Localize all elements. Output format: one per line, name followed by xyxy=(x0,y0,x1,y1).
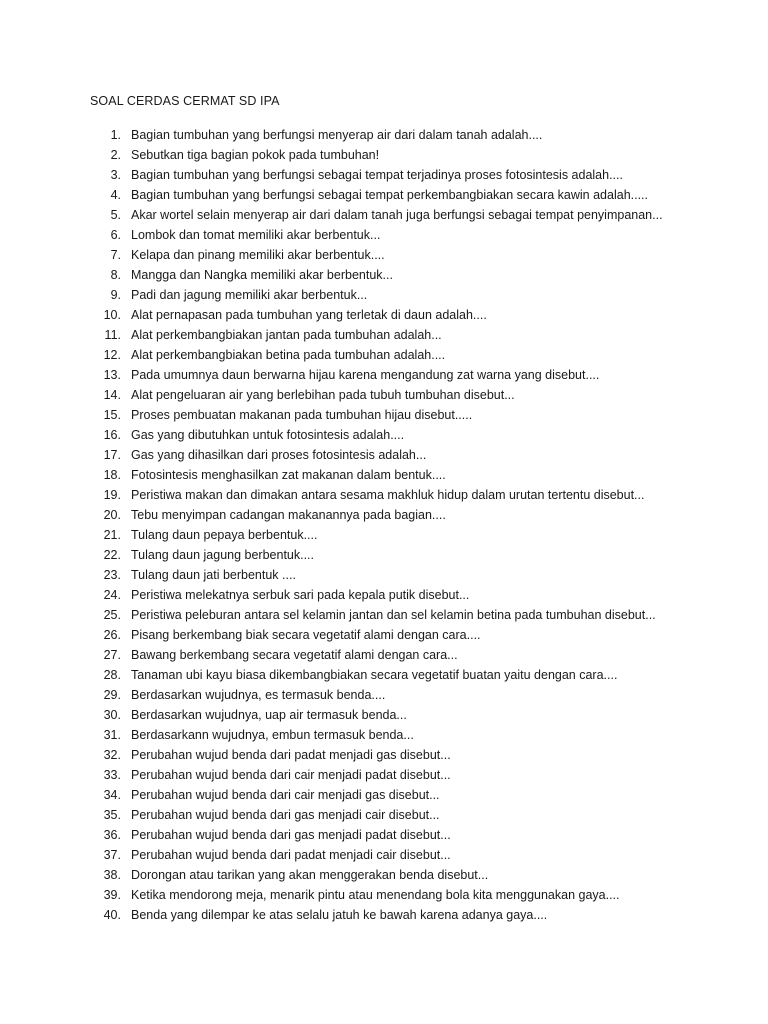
list-item xyxy=(0,865,768,885)
question-number: 34. xyxy=(103,788,121,802)
question-text: Bagian tumbuhan yang berfungsi sebagai tempat perkembangbiakan secara kawin adalah..... xyxy=(131,188,649,202)
question-text: Peristiwa melekatnya serbuk sari pada kepala putik disebut... xyxy=(131,588,470,602)
question-text: Perubahan wujud benda dari cair menjadi padat disebut... xyxy=(131,768,451,782)
question-number: 1. xyxy=(110,128,121,142)
question-number: 25. xyxy=(103,608,121,622)
question-number: 31. xyxy=(103,728,121,742)
question-text: Perubahan wujud benda dari padat menjadi gas disebut... xyxy=(131,748,451,762)
list-item xyxy=(0,605,768,625)
question-text: Dorongan atau tarikan yang akan menggerakan benda disebut... xyxy=(131,868,489,882)
question-text: Tulang daun jagung berbentuk.... xyxy=(131,548,315,562)
question-number: 28. xyxy=(103,668,121,682)
list-item xyxy=(0,385,768,405)
question-number: 36. xyxy=(103,828,121,842)
list-item xyxy=(0,245,768,265)
question-number: 32. xyxy=(103,748,121,762)
list-item xyxy=(0,225,768,245)
question-number: 19. xyxy=(103,488,121,502)
list-item xyxy=(0,305,768,325)
question-text: Alat perkembangbiakan betina pada tumbuhan adalah.... xyxy=(131,348,446,362)
question-number: 29. xyxy=(103,688,121,702)
question-number: 37. xyxy=(103,848,121,862)
list-item xyxy=(0,785,768,805)
list-item xyxy=(0,645,768,665)
list-item xyxy=(0,485,768,505)
question-text: Bagian tumbuhan yang berfungsi menyerap air dari dalam tanah adalah.... xyxy=(131,128,543,142)
question-number: 15. xyxy=(103,408,121,422)
question-text: Mangga dan Nangka memiliki akar berbentuk... xyxy=(131,268,393,282)
question-number: 4. xyxy=(110,188,121,202)
question-text: Tulang daun jati berbentuk .... xyxy=(131,568,296,582)
list-item xyxy=(0,405,768,425)
question-text: Peristiwa makan dan dimakan antara sesama makhluk hidup dalam urutan tertentu disebut... xyxy=(131,488,645,502)
question-text: Perubahan wujud benda dari gas menjadi padat disebut... xyxy=(131,828,451,842)
question-number: 2. xyxy=(110,148,121,162)
list-item xyxy=(0,885,768,905)
question-number: 38. xyxy=(103,868,121,882)
question-number: 16. xyxy=(103,428,121,442)
question-text: Berdasarkan wujudnya, uap air termasuk benda... xyxy=(131,708,407,722)
list-item xyxy=(0,685,768,705)
question-number: 22. xyxy=(103,548,121,562)
question-text: Tebu menyimpan cadangan makanannya pada bagian.... xyxy=(131,508,446,522)
question-number: 23. xyxy=(103,568,121,582)
question-text: Bawang berkembang secara vegetatif alami dengan cara... xyxy=(131,648,458,662)
document-title: SOAL CERDAS CERMAT SD IPA xyxy=(90,94,280,108)
question-list xyxy=(0,125,768,925)
list-item xyxy=(0,425,768,445)
question-number: 35. xyxy=(103,808,121,822)
question-text: Tanaman ubi kayu biasa dikembangbiakan secara vegetatif buatan yaitu dengan cara.... xyxy=(131,668,618,682)
question-number: 33. xyxy=(103,768,121,782)
list-item xyxy=(0,125,768,145)
list-item xyxy=(0,745,768,765)
question-text: Proses pembuatan makanan pada tumbuhan hijau disebut..... xyxy=(131,408,473,422)
question-text: Lombok dan tomat memiliki akar berbentuk... xyxy=(131,228,381,242)
list-item xyxy=(0,625,768,645)
list-item xyxy=(0,145,768,165)
list-item xyxy=(0,665,768,685)
question-text: Perubahan wujud benda dari padat menjadi cair disebut... xyxy=(131,848,451,862)
question-number: 18. xyxy=(103,468,121,482)
question-number: 5. xyxy=(110,208,121,222)
question-text: Perubahan wujud benda dari cair menjadi gas disebut... xyxy=(131,788,440,802)
question-number: 17. xyxy=(103,448,121,462)
question-text: Berdasarkann wujudnya, embun termasuk benda... xyxy=(131,728,414,742)
question-number: 11. xyxy=(104,328,121,342)
question-number: 39. xyxy=(103,888,121,902)
question-number: 21. xyxy=(103,528,121,542)
question-number: 8. xyxy=(110,268,121,282)
question-number: 9. xyxy=(110,288,121,302)
list-item xyxy=(0,725,768,745)
list-item xyxy=(0,805,768,825)
question-text: Peristiwa peleburan antara sel kelamin jantan dan sel kelamin betina pada tumbuhan disebut... xyxy=(131,608,656,622)
question-text: Tulang daun pepaya berbentuk.... xyxy=(131,528,318,542)
list-item xyxy=(0,445,768,465)
question-number: 6. xyxy=(110,228,121,242)
question-text: Padi dan jagung memiliki akar berbentuk... xyxy=(131,288,368,302)
question-text: Berdasarkan wujudnya, es termasuk benda.... xyxy=(131,688,386,702)
list-item xyxy=(0,265,768,285)
list-item xyxy=(0,285,768,305)
list-item xyxy=(0,905,768,925)
question-number: 3. xyxy=(110,168,121,182)
question-number: 10. xyxy=(103,308,121,322)
question-text: Alat perkembangbiakan jantan pada tumbuhan adalah... xyxy=(131,328,442,342)
list-item xyxy=(0,185,768,205)
list-item xyxy=(0,525,768,545)
list-item xyxy=(0,505,768,525)
list-item xyxy=(0,845,768,865)
list-item xyxy=(0,545,768,565)
question-number: 26. xyxy=(103,628,121,642)
question-text: Gas yang dihasilkan dari proses fotosintesis adalah... xyxy=(131,448,427,462)
list-item xyxy=(0,205,768,225)
question-text: Benda yang dilempar ke atas selalu jatuh ke bawah karena adanya gaya.... xyxy=(131,908,548,922)
question-number: 27. xyxy=(103,648,121,662)
question-text: Ketika mendorong meja, menarik pintu atau menendang bola kita menggunakan gaya.... xyxy=(131,888,620,902)
list-item xyxy=(0,585,768,605)
question-number: 12. xyxy=(103,348,121,362)
list-item xyxy=(0,325,768,345)
question-text: Perubahan wujud benda dari gas menjadi cair disebut... xyxy=(131,808,440,822)
question-number: 40. xyxy=(103,908,121,922)
question-text: Pada umumnya daun berwarna hijau karena mengandung zat warna yang disebut.... xyxy=(131,368,600,382)
question-text: Akar wortel selain menyerap air dari dalam tanah juga berfungsi sebagai tempat penyimpanan... xyxy=(131,208,663,222)
list-item xyxy=(0,705,768,725)
question-number: 24. xyxy=(103,588,121,602)
question-text: Alat pernapasan pada tumbuhan yang terletak di daun adalah.... xyxy=(131,308,487,322)
question-text: Bagian tumbuhan yang berfungsi sebagai tempat terjadinya proses fotosintesis adalah.... xyxy=(131,168,623,182)
question-text: Sebutkan tiga bagian pokok pada tumbuhan! xyxy=(131,148,380,162)
list-item xyxy=(0,825,768,845)
question-number: 30. xyxy=(103,708,121,722)
list-item xyxy=(0,765,768,785)
question-number: 14. xyxy=(103,388,121,402)
question-number: 13. xyxy=(103,368,121,382)
list-item xyxy=(0,465,768,485)
question-text: Kelapa dan pinang memiliki akar berbentuk.... xyxy=(131,248,385,262)
question-number: 7. xyxy=(110,248,121,262)
question-text: Gas yang dibutuhkan untuk fotosintesis adalah.... xyxy=(131,428,405,442)
list-item xyxy=(0,345,768,365)
list-item xyxy=(0,565,768,585)
list-item xyxy=(0,365,768,385)
question-text: Fotosintesis menghasilkan zat makanan dalam bentuk.... xyxy=(131,468,446,482)
question-number: 20. xyxy=(103,508,121,522)
list-item xyxy=(0,165,768,185)
question-text: Alat pengeluaran air yang berlebihan pada tubuh tumbuhan disebut... xyxy=(131,388,515,402)
question-text: Pisang berkembang biak secara vegetatif alami dengan cara.... xyxy=(131,628,481,642)
